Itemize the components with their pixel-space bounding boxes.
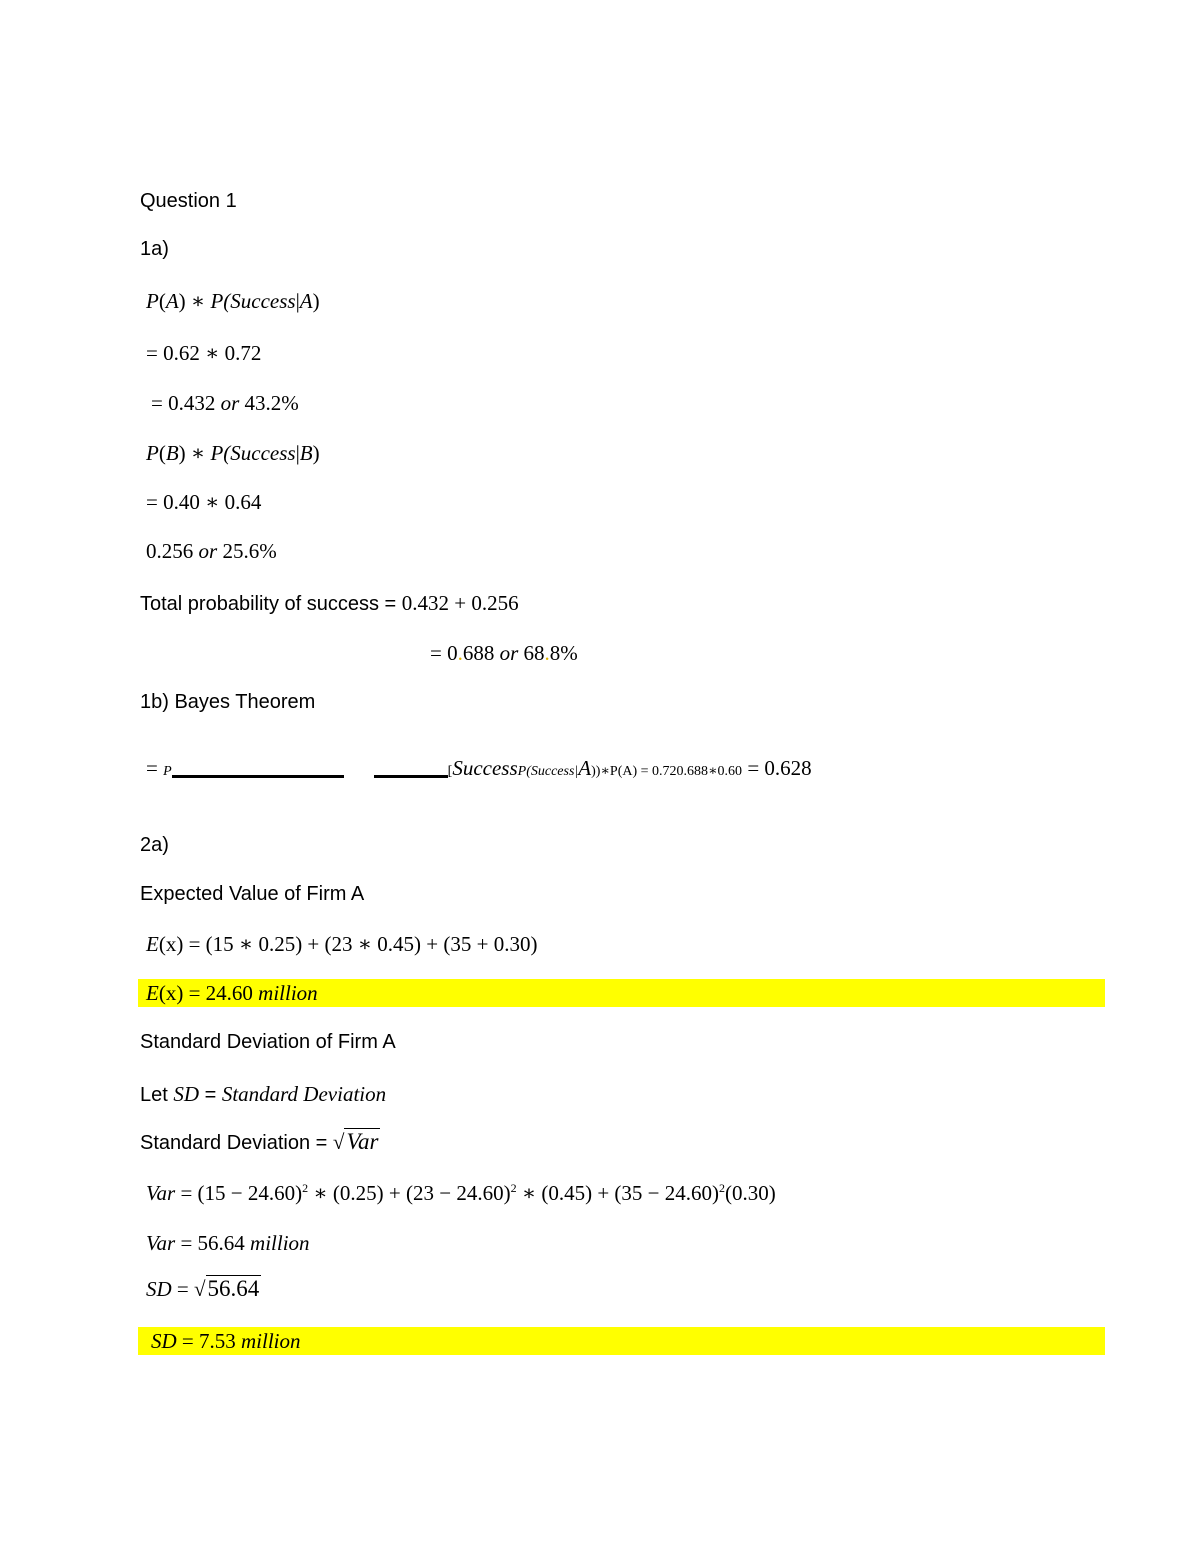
part-2a-label: 2a) [140,834,169,856]
variance-result: Var = 56.64 million [146,1231,310,1255]
part-1a-label: 1a) [140,238,169,260]
bayes-equation: = P [SuccessP(Success|A))∗P(A) = 0.720.688∗0.60 = 0.628 [146,756,812,780]
pb-success-expression: P(B) ∗ P(Success|B) [146,441,320,465]
fraction-bar-left [172,775,344,778]
sqrt-var: √Var [332,1129,379,1154]
sqrt-56-64: √56.64 [194,1276,260,1301]
let-sd-line: Let SD = Standard Deviation [140,1082,387,1106]
sd-sqrt-line: SD = √56.64 [146,1276,260,1301]
expected-value-result: E(x) = 24.60 million [146,981,318,1005]
sd-result: SD = 7.53 million [151,1329,301,1353]
pa-success-expression: P(A) ∗ P(Success|A) [146,289,320,313]
pa-calculation: = 0.62 ∗ 0.72 [146,341,262,365]
variance-expression: Var = $(15 - 24.60)^2$ ∗ $(0.25) + (23 - 24.60)^2$ ∗ $(0.45) + (35 - 24.60)^2(0.30)$ [146,1181,776,1205]
pb-result: 0.256 or 25.6% [146,539,277,563]
standard-deviation-heading: Standard Deviation of Firm A [140,1031,396,1053]
pa-result: = 0.432 or 43.2% [151,391,299,415]
pb-calculation: = 0.40 ∗ 0.64 [146,490,262,514]
expected-value-heading: Expected Value of Firm A [140,883,365,905]
sd-definition-line: Standard Deviation = √Var [140,1129,379,1154]
part-1b-heading: 1b) Bayes Theorem [140,691,316,713]
expected-value-expression: E(x) = (15 ∗ 0.25) + (23 ∗ 0.45) + (35 + 0.30) [146,932,538,956]
total-probability-line: Total probability of success = 0.432 + 0.256 [140,591,519,615]
question-title: Question 1 [140,190,237,212]
fraction-bar-right [374,775,448,778]
total-probability-result: = 0.688 or 68.8% [430,641,578,665]
